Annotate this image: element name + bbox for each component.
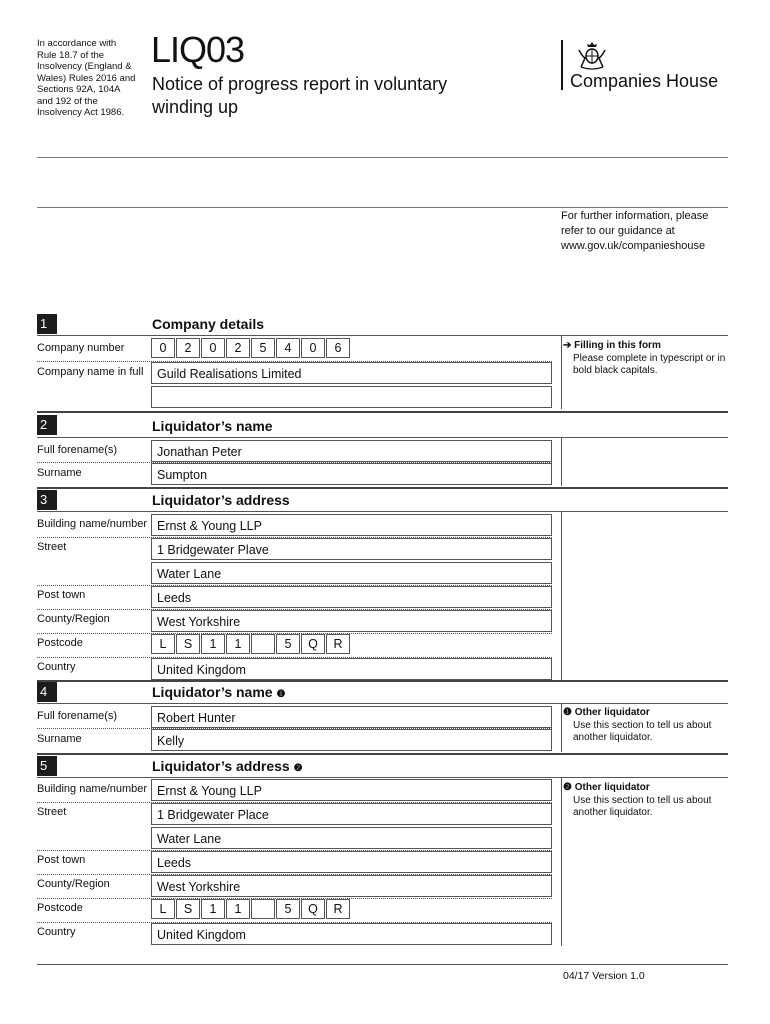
section-3-title: Liquidator’s address <box>152 492 290 508</box>
county-field[interactable] <box>151 875 552 897</box>
royal-crest-icon <box>575 40 609 70</box>
country-field[interactable] <box>151 658 552 680</box>
other-liquidator-text: Use this section to tell us about another liquidator. <box>573 719 712 743</box>
forename-field[interactable] <box>151 440 552 462</box>
other-liquidator-note <box>563 707 733 745</box>
surname-label: Surname <box>37 733 82 745</box>
town-field[interactable] <box>151 851 552 873</box>
county-value: West Yorkshire <box>157 880 241 894</box>
street-field-line2[interactable] <box>151 827 552 849</box>
section-1-rule <box>37 335 728 336</box>
surname-value: Sumpton <box>157 468 208 482</box>
country-label: Country <box>37 661 76 673</box>
postcode-char[interactable]: 1 <box>201 899 225 919</box>
other-liquidator-note <box>563 782 733 820</box>
postcode-char[interactable]: 5 <box>276 899 300 919</box>
building-label: Building name/number <box>37 783 148 795</box>
section-5-title: Liquidator’s address <box>152 758 290 774</box>
form-code: LIQ03 <box>151 29 245 70</box>
surname-label: Surname <box>37 467 82 479</box>
section-4-number: 4 <box>37 682 57 702</box>
postcode-char[interactable]: Q <box>301 899 325 919</box>
street-field[interactable] <box>151 803 552 825</box>
section-5-number: 5 <box>37 756 57 776</box>
forename-value: Robert Hunter <box>157 711 236 725</box>
filling-in-text: Please complete in typescript or in bold black capitals. <box>573 352 726 376</box>
side-divider <box>561 704 562 752</box>
section-3-top-rule <box>37 487 728 489</box>
company-number-digit[interactable]: 6 <box>326 338 350 358</box>
town-value: Leeds <box>157 856 192 870</box>
postcode-char[interactable]: R <box>326 899 350 919</box>
side-divider <box>561 438 562 486</box>
section-1-number: 1 <box>37 314 57 334</box>
note-1-marker: ❶ <box>563 707 572 718</box>
county-label: County/Region <box>37 878 110 890</box>
building-value: Ernst & Young LLP <box>157 519 262 533</box>
company-name-value: Guild Realisations Limited <box>157 367 302 381</box>
company-number-digit[interactable]: 5 <box>251 338 275 358</box>
side-divider <box>561 512 562 680</box>
building-field[interactable] <box>151 514 552 536</box>
company-number-field[interactable] <box>151 338 351 360</box>
forename-label: Full forename(s) <box>37 444 118 456</box>
postcode-char[interactable]: S <box>176 634 200 654</box>
street-field[interactable] <box>151 538 552 560</box>
county-value: West Yorkshire <box>157 615 241 629</box>
country-field[interactable] <box>151 923 552 945</box>
logo-text: Companies House <box>570 71 719 91</box>
town-label: Post town <box>37 589 86 601</box>
street-value: 1 Bridgewater Plave <box>157 543 269 557</box>
company-number-digit[interactable]: 2 <box>176 338 200 358</box>
note-1-marker: ❶ <box>276 689 286 700</box>
section-3-number: 3 <box>37 490 57 510</box>
county-field[interactable] <box>151 610 552 632</box>
street-field-line2[interactable] <box>151 562 552 584</box>
street-label: Street <box>37 806 67 818</box>
postcode-char[interactable]: L <box>151 899 175 919</box>
side-divider <box>561 778 562 946</box>
form-title: Notice of progress report in voluntary winding up <box>152 74 448 117</box>
postcode-char[interactable] <box>251 634 275 654</box>
other-liquidator-text: Use this section to tell us about another liquidator. <box>573 794 712 818</box>
section-2-top-rule <box>37 411 728 413</box>
form-version: 04/17 Version 1.0 <box>563 970 645 982</box>
further-info: For further information, please refer to our guidance at www.gov.uk/companieshouse <box>561 210 709 252</box>
section-4-title: Liquidator’s name <box>152 684 273 700</box>
header-divider-2 <box>37 207 728 208</box>
company-number-digit[interactable]: 0 <box>151 338 175 358</box>
postcode-label: Postcode <box>37 902 83 914</box>
postcode-field[interactable] <box>151 899 351 921</box>
forename-value: Jonathan Peter <box>157 445 242 459</box>
postcode-char[interactable]: 1 <box>226 899 250 919</box>
section-2-title: Liquidator’s name <box>152 418 273 434</box>
street-value: 1 Bridgewater Place <box>157 808 269 822</box>
section-4-top-rule <box>37 680 728 682</box>
other-liquidator-heading: Other liquidator <box>574 707 650 718</box>
company-name-field[interactable] <box>151 362 552 384</box>
company-name-label: Company name in full <box>37 366 144 378</box>
forename-field[interactable] <box>151 706 552 728</box>
surname-value: Kelly <box>157 734 185 748</box>
section-5-top-rule <box>37 753 728 755</box>
postcode-char[interactable]: Q <box>301 634 325 654</box>
surname-field[interactable] <box>151 729 552 751</box>
street-line2-value: Water Lane <box>157 832 222 846</box>
county-label: County/Region <box>37 613 110 625</box>
postcode-char[interactable] <box>251 899 275 919</box>
side-divider <box>561 336 562 409</box>
section-5-heading <box>152 758 303 774</box>
filling-in-note <box>563 340 733 378</box>
footer-rule <box>37 964 728 965</box>
street-line2-value: Water Lane <box>157 567 222 581</box>
country-value: United Kingdom <box>157 663 246 677</box>
section-2-number: 2 <box>37 415 57 435</box>
postcode-char[interactable]: 1 <box>226 634 250 654</box>
building-value: Ernst & Young LLP <box>157 784 262 798</box>
company-number-digit[interactable]: 4 <box>276 338 300 358</box>
company-name-field-line2[interactable] <box>151 386 552 408</box>
logo-divider <box>561 40 563 90</box>
company-number-digit[interactable]: 2 <box>226 338 250 358</box>
company-number-digit[interactable]: 0 <box>201 338 225 358</box>
town-label: Post town <box>37 854 86 866</box>
town-value: Leeds <box>157 591 192 605</box>
section-1-title: Company details <box>152 316 265 332</box>
section-3-rule <box>37 511 728 512</box>
building-label: Building name/number <box>37 518 148 530</box>
other-liquidator-heading: Other liquidator <box>574 782 650 793</box>
street-label: Street <box>37 541 67 553</box>
company-number-label: Company number <box>37 342 125 354</box>
company-number-digit[interactable]: 0 <box>301 338 325 358</box>
note-2-marker: ❷ <box>293 763 303 774</box>
building-field[interactable] <box>151 779 552 801</box>
section-5-rule <box>37 777 728 778</box>
note-2-marker: ❷ <box>563 782 572 793</box>
town-field[interactable] <box>151 586 552 608</box>
forename-label: Full forename(s) <box>37 710 118 722</box>
country-label: Country <box>37 926 76 938</box>
filling-in-heading: Filling in this form <box>574 340 661 351</box>
postcode-field[interactable] <box>151 634 351 656</box>
header-divider <box>37 157 728 158</box>
section-4-rule <box>37 703 728 704</box>
postcode-label: Postcode <box>37 637 83 649</box>
postcode-char[interactable]: R <box>326 634 350 654</box>
section-4-heading <box>152 684 285 700</box>
postcode-char[interactable]: S <box>176 899 200 919</box>
postcode-char[interactable]: L <box>151 634 175 654</box>
postcode-char[interactable]: 1 <box>201 634 225 654</box>
legal-note: In accordance with Rule 18.7 of the Insolvency (England & Wales) Rules 2016 and Sections 92A, 104A and 192 of the Insolvency Act 1986. <box>37 38 136 118</box>
arrow-right-icon: ➔ <box>563 340 572 351</box>
country-value: United Kingdom <box>157 928 246 942</box>
surname-field[interactable] <box>151 463 552 485</box>
companies-house-logo <box>561 40 736 92</box>
postcode-char[interactable]: 5 <box>276 634 300 654</box>
section-2-rule <box>37 437 728 438</box>
